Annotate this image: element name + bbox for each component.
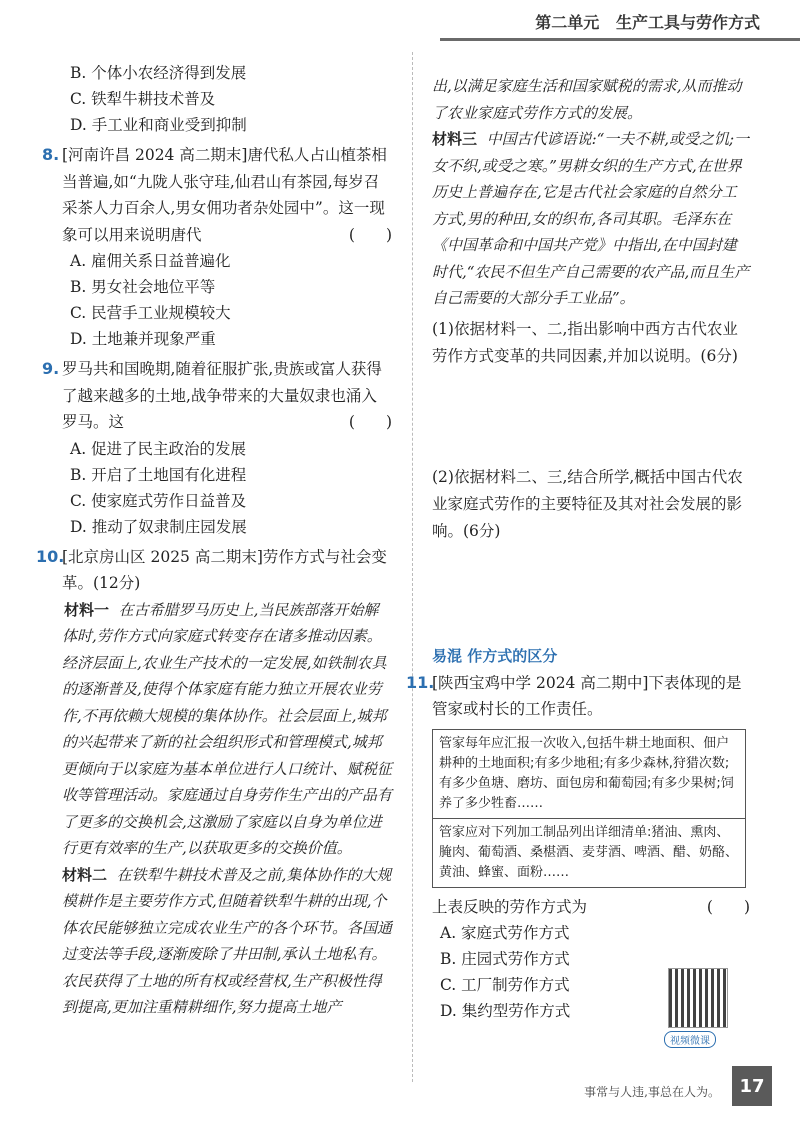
sub-question-2: (2)依据材料二、三,结合所学,概括中国古代农业家庭式劳作的主要特征及其对社会发展的影响。(6分): [432, 467, 743, 540]
duty-table: [432, 729, 746, 888]
material-label: 材料三: [432, 130, 478, 148]
table-row: 管家每年应汇报一次收入,包括牛耕土地面积、佃户耕种的土地面积;有多少地租;有多少森林,狩猎次数;有多少鱼塘、磨坊、面包房和葡萄园;有多少果树;饲养了多少牲畜……: [439, 735, 734, 811]
question-number: 10.: [36, 546, 65, 566]
material-text: 在古希腊罗马历史上,当民族部落开始解体时,劳作方式向家庭式转变存在诸多推动因素。经济层面上,农业生产技术的一定发展,如铁制农具的逐渐普及,使得个体家庭有能力独立开展农业劳作,不再依赖大规模的集体协作。社会层面上,城邦的兴起带来了新的社会组织形式和管理模式,城邦更倾向于以家庭为基本单位进行人口统计、赋税征收等管理活动。家庭通过自身劳作生产出的产品有了更多的交换机会,这激励了家庭以自身为单位进行更有效率的生产,以获取更多的交换价值。: [62, 600, 393, 857]
material-label: 材料二: [62, 865, 108, 884]
q9-option-b: B. 开启了土地国有化进程: [70, 465, 247, 484]
left-column: [36, 60, 393, 1021]
q11-option-c: C. 工厂制劳作方式: [440, 976, 570, 994]
q8-option-b: B. 男女社会地位平等: [70, 278, 216, 296]
question-stem: 罗马共和国晚期,随着征服扩张,贵族或富人获得了越来越多的土地,战争带来的大量奴隶也涌入罗马。这: [62, 360, 382, 431]
question-number: 11.: [406, 672, 435, 692]
q11-option-a: A. 家庭式劳作方式: [440, 924, 570, 942]
q9-option-c: C. 使家庭式劳作日益普及: [70, 491, 247, 510]
material-text: 在铁犁牛耕技术普及之前,集体协作的大规模耕作是主要劳作方式,但随着铁犁牛耕的出现,个体农民能够独立完成农业生产的各个环节。各国通过变法等手段,逐渐废除了井田制,承认土地私有。农民获得了土地的所有权或经营权,生产积极性得到提高,更加注重精耕细作,努力提高土地产: [62, 865, 393, 1016]
q8-option-d: D. 土地兼并现象严重: [70, 330, 216, 348]
q7-option-b: B. 个体小农经济得到发展: [70, 64, 247, 82]
q7-option-c: C. 铁犁牛耕技术普及: [70, 90, 216, 108]
q8-option-a: A. 雇佣关系日益普遍化: [70, 252, 231, 270]
qr-code-icon[interactable]: [668, 968, 728, 1028]
unit-title: 生产工具与劳作方式: [615, 13, 760, 32]
q7-option-d: D. 手工业和商业受到抑制: [70, 116, 247, 134]
answer-paren: ( ): [348, 413, 392, 431]
q8-option-c: C. 民营手工业规模较大: [70, 304, 231, 322]
question-8: [42, 142, 392, 248]
question-ask: 上表反映的劳作方式为: [432, 897, 588, 916]
q11-option-d: D. 集约型劳作方式: [440, 1002, 571, 1020]
answer-space: [432, 370, 750, 464]
question-9: [42, 356, 392, 436]
section-heading: 易混 作方式的区分: [432, 646, 558, 665]
material-text: 中国古代谚语说:“一夫不耕,或受之饥;一女不织,或受之寒。”男耕女织的生产方式,在世界历史上普遍存在,它是古代社会家庭的自然分工方式,男的种田,女的织布,各司其职。毛泽东在《中国革命和中国共产党》中指出,在中国封建时代,“农民不但生产自己需要的农产品,而且生产自己需要的大部分手工业品”。: [432, 130, 750, 307]
question-number: 9.: [42, 359, 60, 378]
q11-option-b: B. 庄园式劳作方式: [440, 950, 570, 968]
question-11: [406, 670, 750, 723]
question-stem: [河南许昌 2024 高二期末]唐代私人占山植茶相当普遍,如“九陇人张守珪,仙君山有茶园,每岁召采茶人力百余人,男女佣功者杂处园中”。这一现象可以用来说明唐代: [62, 146, 387, 244]
material-label: 材料一: [64, 600, 110, 619]
video-lesson-label[interactable]: 视频微课: [664, 1031, 716, 1048]
question-10: [36, 544, 392, 597]
running-header: [535, 10, 760, 33]
question-stem: [北京房山区 2025 高二期末]劳作方式与社会变革。(12分): [62, 547, 387, 592]
answer-paren: ( ): [348, 225, 392, 244]
question-11-ask: [432, 894, 750, 921]
answer-paren: ( ): [706, 897, 750, 916]
right-column: [406, 73, 750, 1024]
q9-option-d: D. 推动了奴隶制庄园发展: [70, 517, 247, 536]
material-2: [62, 862, 392, 1021]
question-stem: [陕西宝鸡中学 2024 高二期中]下表体现的是管家或村长的工作责任。: [432, 673, 742, 718]
column-divider: [412, 52, 413, 1082]
material-1: [62, 597, 392, 862]
footer-motto: 事常与人违,事总在人为。: [584, 1085, 720, 1099]
sub-question-1: (1)依据材料一、二,指出影响中西方古代农业劳作方式变革的共同因素,并加以说明。(6分): [432, 319, 738, 365]
q9-option-a: A. 促进了民主政治的发展: [70, 439, 247, 458]
header-rule: [440, 38, 800, 41]
answer-space: [432, 545, 750, 645]
question-number: 8.: [42, 145, 60, 164]
material-2-continued: 出,以满足家庭生活和国家赋税的需求,从而推动了农业家庭式劳作方式的发展。: [432, 77, 742, 122]
unit-label: 第二单元: [535, 13, 600, 32]
material-3: [432, 126, 750, 312]
table-row: 管家应对下列加工制品列出详细清单:猪油、熏肉、腌肉、葡萄酒、桑椹酒、麦芽酒、啤酒、醋、奶酪、黄油、蜂蜜、面粉……: [433, 818, 745, 887]
page-number: 17: [732, 1066, 772, 1106]
